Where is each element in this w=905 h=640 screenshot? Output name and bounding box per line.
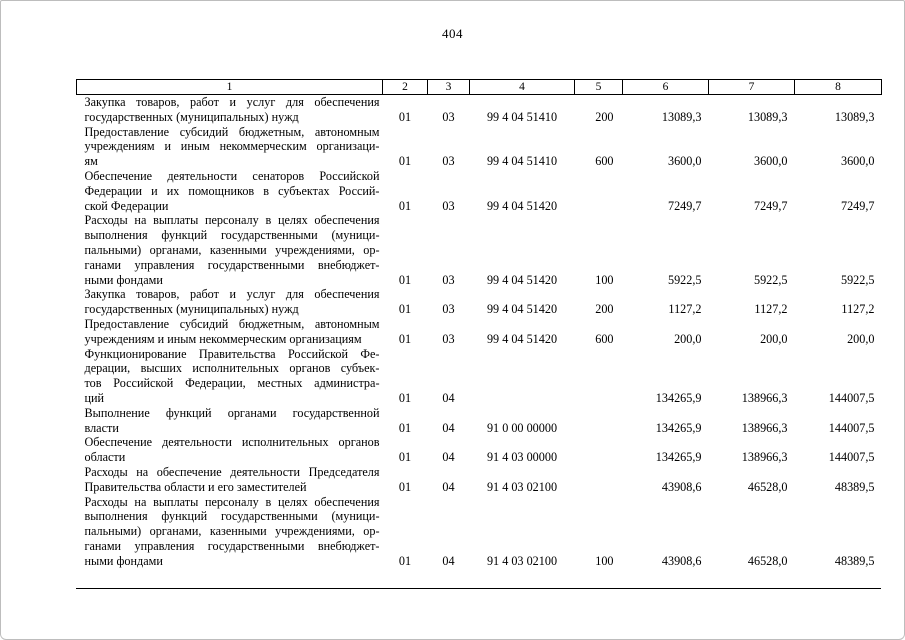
expense-name-line: ганами управления государственными внебюджет- <box>84 257 380 272</box>
expense-name-cell <box>77 495 383 569</box>
target-item-code-cell: 91 0 00 00000 <box>486 420 558 435</box>
expense-name-line: Расходы на обеспечение деятельности Председателя <box>84 464 380 479</box>
amount-col-7-cell: 138966,3 <box>741 450 788 465</box>
column-header-5: 5 <box>575 80 623 95</box>
expense-name-line: ганами управления государственными внебюджет- <box>84 538 380 553</box>
subsection-code-cell: 03 <box>442 302 455 317</box>
expense-name-line: тов Российской Федерации, местных администра- <box>84 376 380 391</box>
table-row <box>77 347 882 406</box>
section-code-cell: 01 <box>398 420 412 435</box>
amount-col-7-cell: 3600,0 <box>753 154 788 169</box>
subsection-code-cell: 03 <box>442 198 455 213</box>
target-item-code-cell: 99 4 04 51420 <box>486 331 558 346</box>
expense-name-line: Федерации и их помощников в субъектах Россий- <box>84 183 380 198</box>
column-header-8: 8 <box>795 80 882 95</box>
target-item-code-cell: 91 4 03 00000 <box>486 450 558 465</box>
budget-table-body <box>77 95 882 569</box>
amount-col-6-cell: 134265,9 <box>655 420 702 435</box>
column-header-6: 6 <box>623 80 709 95</box>
subsection-code-cell: 04 <box>442 553 455 568</box>
expense-name-line: Закупка товаров, работ и услуг для обеспечения <box>84 95 380 109</box>
subsection-code-cell: 04 <box>442 420 455 435</box>
expense-type-code-cell: 600 <box>595 154 614 169</box>
section-code-cell: 01 <box>398 553 412 568</box>
amount-col-8-cell: 1127,2 <box>841 302 875 317</box>
amount-col-8-cell: 5922,5 <box>840 272 875 287</box>
expense-type-code-cell <box>575 465 623 495</box>
expense-name-line: государственных (муниципальных) нужд <box>84 302 299 317</box>
amount-col-6-cell: 7249,7 <box>667 198 702 213</box>
amount-col-7-cell: 138966,3 <box>741 420 788 435</box>
expense-name-line: Закупка товаров, работ и услуг для обеспечения <box>84 287 380 302</box>
subsection-code-cell: 04 <box>442 479 455 494</box>
budget-table <box>76 79 882 569</box>
expense-name-line: области <box>84 450 126 465</box>
amount-col-6-cell: 5922,5 <box>667 272 702 287</box>
amount-col-6-cell: 134265,9 <box>655 390 702 405</box>
expense-name-line: Предоставление субсидий бюджетным, автономным <box>84 316 380 331</box>
expense-name-line: пальными) органами, казенными учреждениями, ор- <box>84 242 380 257</box>
amount-col-8-cell: 3600,0 <box>840 154 875 169</box>
expense-name-line: Выполнение функций органами государственной <box>84 405 380 420</box>
subsection-code-cell: 03 <box>442 331 455 346</box>
target-item-code-cell <box>470 347 575 406</box>
column-header-3: 3 <box>428 80 470 95</box>
section-code-cell: 01 <box>398 331 412 346</box>
table-row <box>77 495 882 569</box>
amount-col-8-cell: 200,0 <box>847 331 875 346</box>
amount-col-8-cell: 7249,7 <box>840 198 875 213</box>
expense-name-line: Расходы на выплаты персоналу в целях обеспечения <box>84 494 380 509</box>
amount-col-8-cell: 144007,5 <box>828 390 875 405</box>
expense-name-line: ской Федерации <box>84 198 169 213</box>
section-code-cell: 01 <box>398 198 412 213</box>
column-header-4: 4 <box>470 80 575 95</box>
section-code-cell: 01 <box>398 390 412 405</box>
amount-col-6-cell: 13089,3 <box>661 109 702 124</box>
subsection-code-cell: 03 <box>442 109 455 124</box>
expense-name-line: пальными) органами, казенными учреждениями, ор- <box>84 524 380 539</box>
amount-col-6-cell: 134265,9 <box>655 450 702 465</box>
amount-col-8-cell: 48389,5 <box>834 479 875 494</box>
amount-col-7-cell: 138966,3 <box>741 390 788 405</box>
expense-type-code-cell: 600 <box>595 331 614 346</box>
amount-col-7-cell: 1127,2 <box>754 302 788 317</box>
section-code-cell: 01 <box>398 302 412 317</box>
target-item-code-cell: 99 4 04 51420 <box>486 272 558 287</box>
expense-name-line: Предоставление субсидий бюджетным, автономным <box>84 124 380 139</box>
table-row <box>77 435 882 465</box>
target-item-code-cell: 99 4 04 51410 <box>486 154 558 169</box>
target-item-code-cell: 99 4 04 51420 <box>486 302 558 317</box>
amount-col-6-cell: 43908,6 <box>661 553 702 568</box>
expense-type-code-cell: 100 <box>595 553 614 568</box>
expense-name-line: ям <box>84 154 98 169</box>
subsection-code-cell: 03 <box>442 154 455 169</box>
column-header-2: 2 <box>383 80 428 95</box>
expense-name-line: ций <box>84 390 105 405</box>
expense-type-code-cell <box>575 169 623 213</box>
amount-col-7-cell: 13089,3 <box>747 109 788 124</box>
section-code-cell: 01 <box>398 272 412 287</box>
amount-col-7-cell: 7249,7 <box>753 198 788 213</box>
amount-col-6-cell: 43908,6 <box>661 479 702 494</box>
amount-col-7-cell: 200,0 <box>760 331 788 346</box>
expense-type-code-cell <box>575 406 623 436</box>
expense-name-cell <box>77 435 383 465</box>
expense-name-cell <box>77 406 383 436</box>
amount-col-6-cell: 200,0 <box>674 331 702 346</box>
subsection-code-cell: 04 <box>442 390 455 405</box>
amount-col-8-cell: 48389,5 <box>834 553 875 568</box>
table-row <box>77 125 882 169</box>
section-code-cell: 01 <box>398 154 412 169</box>
amount-col-6-cell: 1127,2 <box>668 302 702 317</box>
table-row <box>77 465 882 495</box>
amount-col-8-cell: 144007,5 <box>828 420 875 435</box>
expense-name-cell <box>77 125 383 169</box>
target-item-code-cell: 91 4 03 02100 <box>486 553 558 568</box>
target-item-code-cell: 99 4 04 51420 <box>486 198 558 213</box>
expense-name-cell <box>77 213 383 287</box>
expense-name-line: Правительства области и его заместителей <box>84 479 307 494</box>
expense-name-line: Обеспечение деятельности исполнительных органов <box>84 435 380 450</box>
expense-type-code-cell <box>575 435 623 465</box>
table-row <box>77 213 882 287</box>
target-item-code-cell: 91 4 03 02100 <box>486 479 558 494</box>
target-item-code-cell: 99 4 04 51410 <box>486 109 558 124</box>
subsection-code-cell: 03 <box>442 272 455 287</box>
expense-type-code-cell: 200 <box>595 302 614 317</box>
expense-name-cell <box>77 287 383 317</box>
expense-type-code-cell: 100 <box>595 272 614 287</box>
table-row <box>77 169 882 213</box>
table-header <box>77 80 882 95</box>
table-row <box>77 287 882 317</box>
expense-name-line: дерации, высших исполнительных органов субъек- <box>84 361 380 376</box>
expense-name-line: государственных (муниципальных) нужд <box>84 109 299 124</box>
table-header-row <box>77 80 882 95</box>
column-header-1: 1 <box>77 80 383 95</box>
expense-type-code-cell <box>575 347 623 406</box>
column-header-7: 7 <box>709 80 795 95</box>
expense-name-cell <box>77 169 383 213</box>
expense-name-cell <box>77 347 383 406</box>
expense-name-line: выполнения функций государственными (муници- <box>84 509 380 524</box>
expense-name-line: Расходы на выплаты персоналу в целях обеспечения <box>84 213 380 228</box>
table-row <box>77 317 882 347</box>
expense-name-cell <box>77 95 383 125</box>
page-number: 404 <box>442 26 463 41</box>
amount-col-6-cell: 3600,0 <box>667 154 702 169</box>
expense-name-line: власти <box>84 420 119 435</box>
expense-name-line: ными фондами <box>84 553 163 568</box>
expense-name-cell <box>77 465 383 495</box>
expense-name-line: выполнения функций государственными (муници- <box>84 228 380 243</box>
amount-col-8-cell: 144007,5 <box>828 450 875 465</box>
section-code-cell: 01 <box>398 479 412 494</box>
expense-name-line: Функционирование Правительства Российской Фе- <box>84 346 380 361</box>
expense-name-line: ными фондами <box>84 272 163 287</box>
table-bottom-border <box>76 588 881 589</box>
section-code-cell: 01 <box>398 109 412 124</box>
amount-col-8-cell: 13089,3 <box>834 109 875 124</box>
table-row <box>77 95 882 125</box>
expense-name-cell <box>77 317 383 347</box>
amount-col-7-cell: 46528,0 <box>747 479 788 494</box>
amount-col-7-cell: 5922,5 <box>753 272 788 287</box>
budget-table-container <box>76 79 881 589</box>
subsection-code-cell: 04 <box>442 450 455 465</box>
expense-name-line: Обеспечение деятельности сенаторов Российской <box>84 168 380 183</box>
amount-col-7-cell: 46528,0 <box>747 553 788 568</box>
expense-name-line: учреждениям и иным некоммерческим организациям <box>84 331 362 346</box>
expense-name-line: учреждениям и иным некоммерческим организаци- <box>84 139 380 154</box>
section-code-cell: 01 <box>398 450 412 465</box>
expense-type-code-cell: 200 <box>595 109 614 124</box>
table-row <box>77 406 882 436</box>
